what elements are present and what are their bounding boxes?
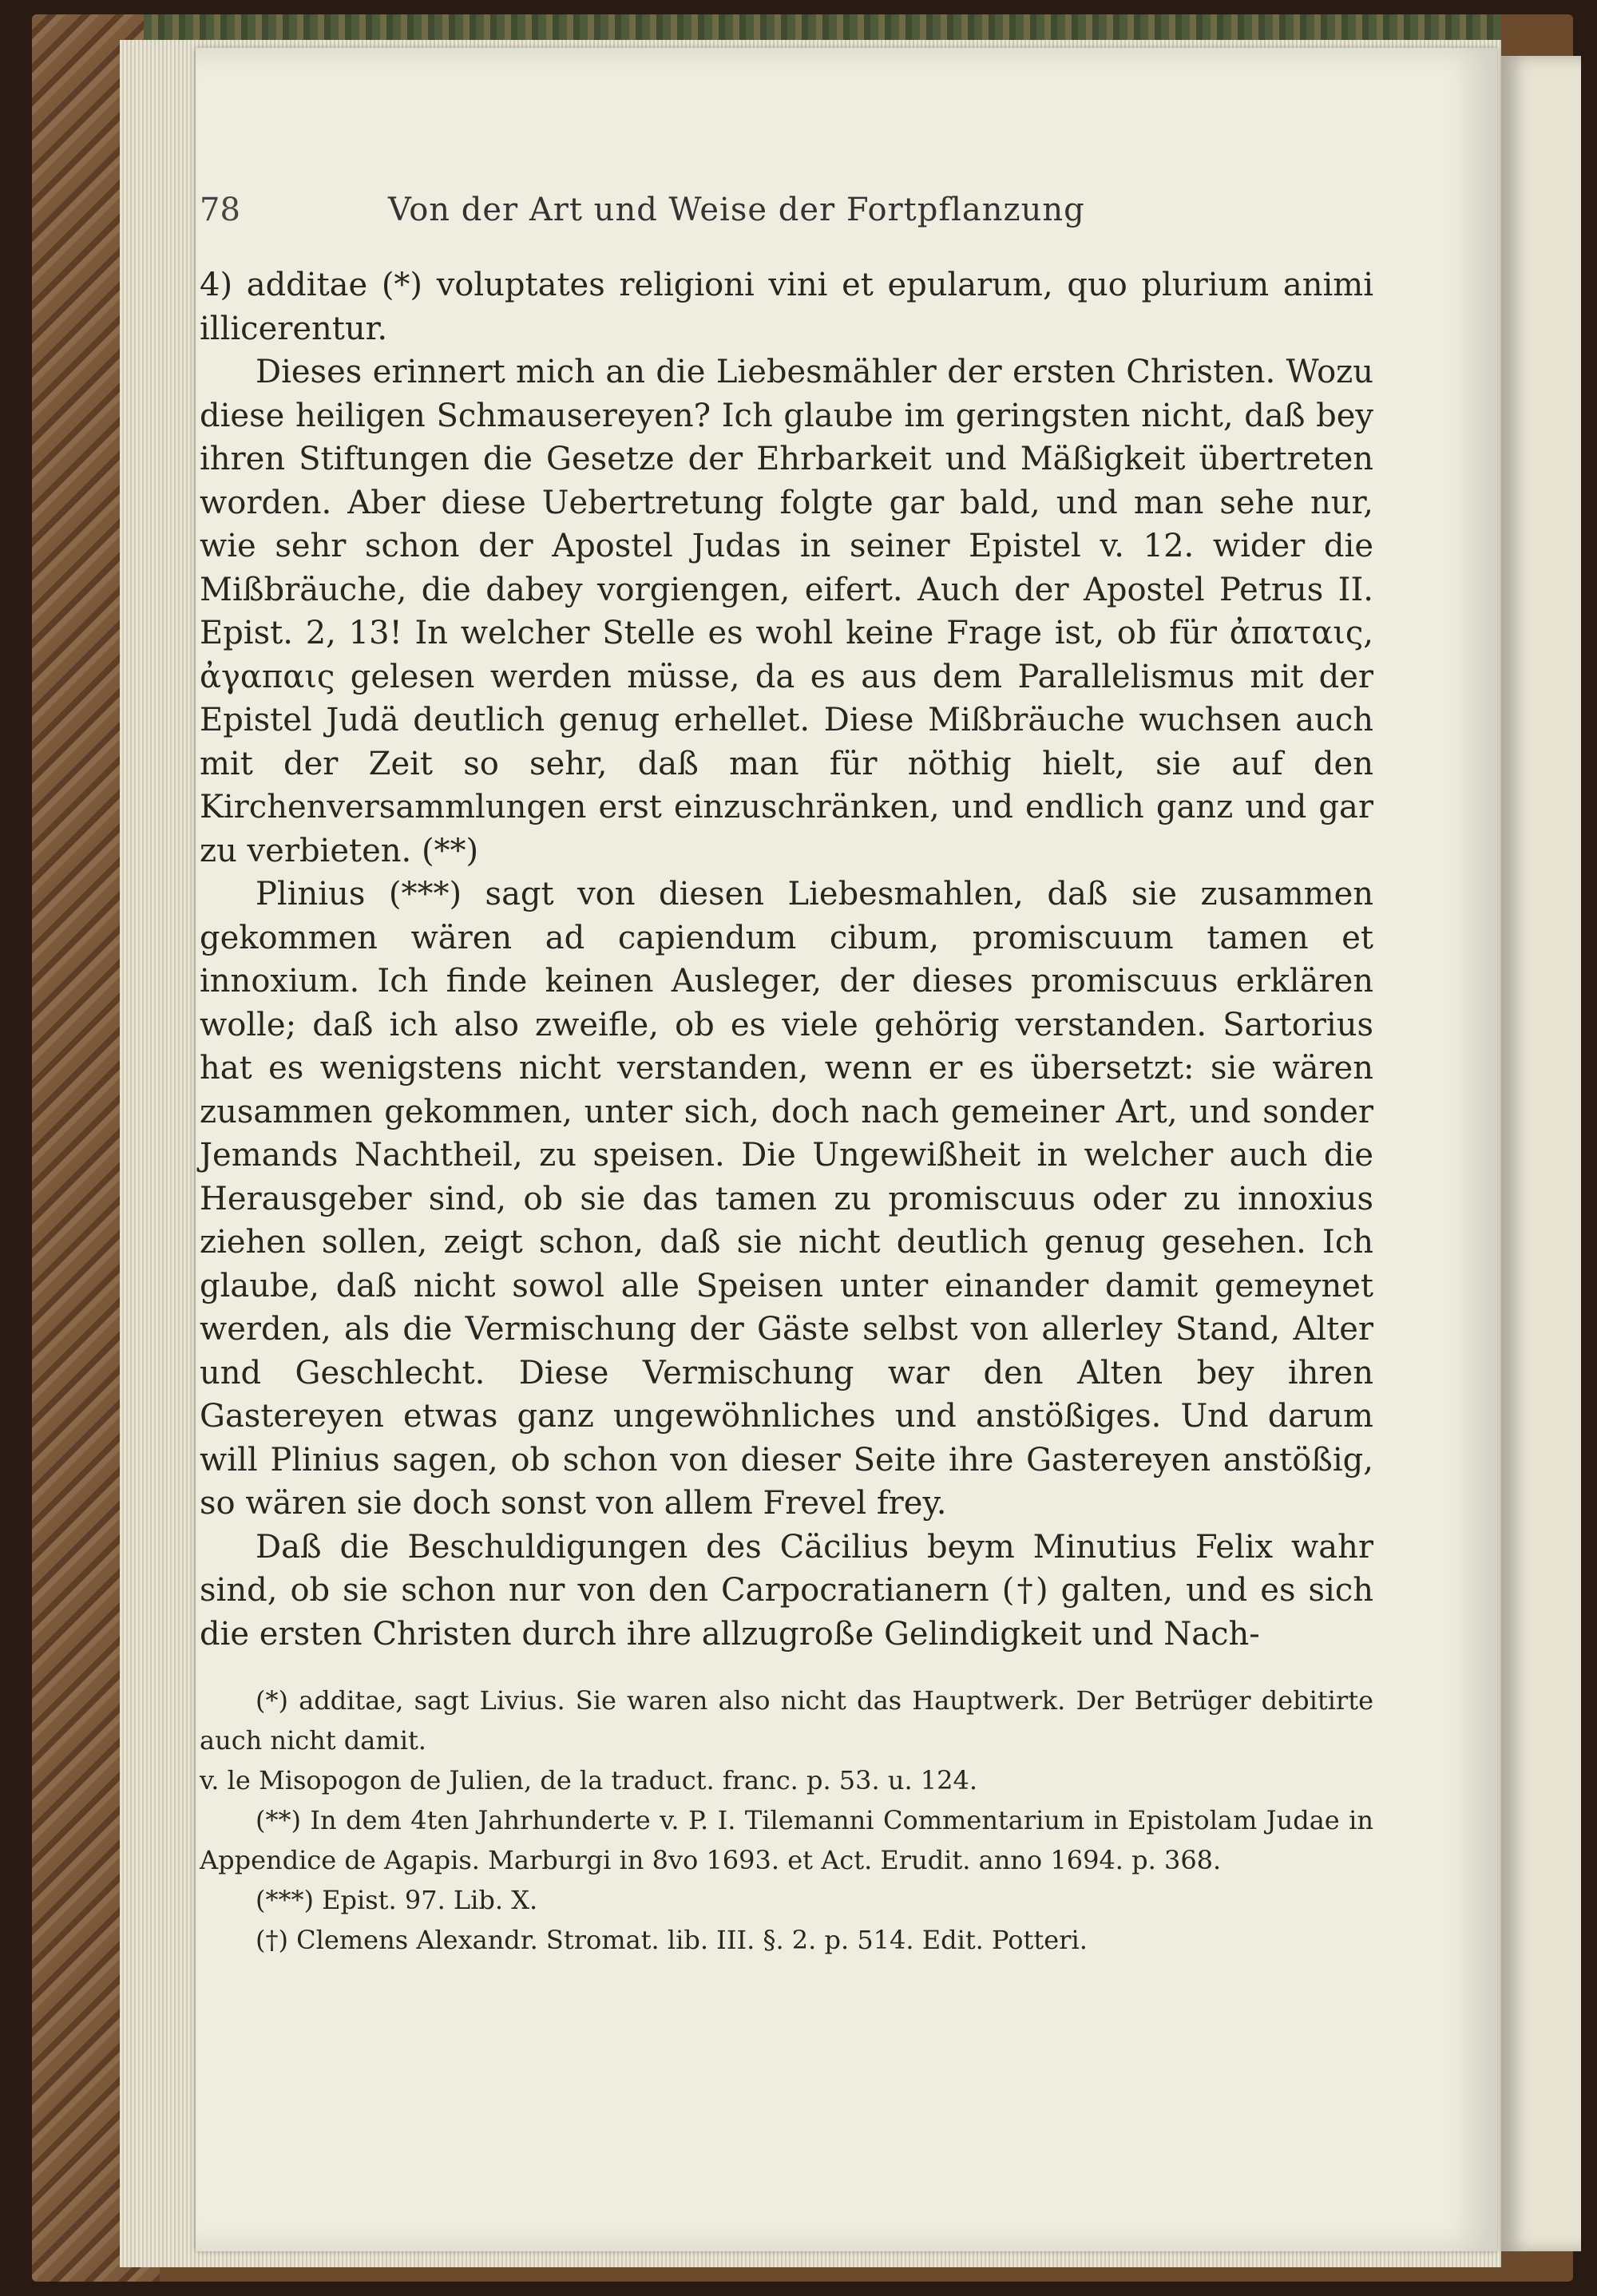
running-title: Von der Art und Weise der Fortpflanzung [388, 192, 1085, 228]
main-text [200, 263, 1373, 1656]
footnote-2: (**) In dem 4ten Jahrhunderte v. P. I. Tilemanni Commentarium in Epistolam Judae in Appendice de Agapis. Marburgi in 8vo 1693. et Act. Erudit. anno 1694. p. 368. [200, 1805, 1373, 1875]
paragraph-beschuldigungen: Daß die Beschuldigungen des Cäcilius beym Minutius Felix wahr sind, ob sie schon nur von den Carpocratianern (†) galten, und es sich die ersten Christen durch ihre allzugroße Gelindigkeit und Nach- [200, 1528, 1373, 1653]
page-header [200, 192, 1214, 239]
page-number: 78 [200, 192, 240, 228]
facing-page-edge [1501, 56, 1581, 2251]
footnote-4: (†) Clemens Alexandr. Stromat. lib. III. §. 2. p. 514. Edit. Potteri. [256, 1925, 1088, 1955]
footnotes [200, 1680, 1373, 1960]
paragraph-item-4: 4) additae (*) voluptates religioni vini et epularum, quo plurium animi illicerentur. [200, 267, 1373, 347]
paragraph-plinius: Plinius (***) sagt von diesen Liebesmahlen, daß sie zusammen gekommen wären ad capiendum cibum, promiscuum tamen et innoxium. Ich finde keinen Ausleger, der dieses promiscuus erklären wolle; daß ich also zweifle, ob es viele gehörig verstanden. Sartorius hat es wenigstens nicht verstanden, wenn er es übersetzt: sie wären zusammen gekommen, unter sich, doch nach gemeiner Art, und sonder Jemands Nachtheil, zu speisen. Die Ungewißheit in welcher auch die Herausgeber sind, ob sie das tamen zu promiscuus oder zu innoxius ziehen sollen, zeigt schon, daß sie nicht deutlich genug gesehen. Ich glaube, daß nicht sowol alle Speisen unter einander damit gemeynet werden, als die Vermischung der Gäste selbst von allerley Stand, Alter und Geschlecht. Diese Vermischung war den Alten bey ihren Gastereyen etwas ganz ungewöhnliches und anstößiges. Und darum will Plinius sagen, ob schon von dieser Seite ihre Gastereyen anstößig, so wären sie doch sonst von allem Frevel frey. [200, 876, 1373, 1522]
footnote-3: (***) Epist. 97. Lib. X. [256, 1885, 538, 1915]
footnote-1: (*) additae, sagt Livius. Sie waren also nicht das Hauptwerk. Der Betrüger debitirte auch nicht damit. [200, 1685, 1373, 1756]
footnote-1-reference: v. le Misopogon de Julien, de la traduct. franc. p. 53. u. 124. [200, 1765, 978, 1795]
paragraph-liebesmaehler: Dieses erinnert mich an die Liebesmähler der ersten Christen. Wozu diese heiligen Schmausereyen? Ich glaube im geringsten nicht, daß bey ihren Stiftungen die Gesetze der Ehrbarkeit und Mäßigkeit übertreten worden. Aber diese Uebertretung folgte gar bald, und man sehe nur, wie sehr schon der Apostel Judas in seiner Epistel v. 12. wider die Mißbräuche, die dabey vorgiengen, eifert. Auch der Apostel Petrus II. Epist. 2, 13! In welcher Stelle es wohl keine Frage ist, ob für ἀπαταις, ἀγαπαις gelesen werden müsse, da es aus dem Parallelismus mit der Epistel Judä deutlich genug erhellet. Diese Mißbräuche wuchsen auch mit der Zeit so sehr, daß man für nöthig hielt, sie auf den Kirchenversammlungen erst einzuschränken, und endlich ganz und gar zu verbieten. (**) [200, 354, 1373, 869]
